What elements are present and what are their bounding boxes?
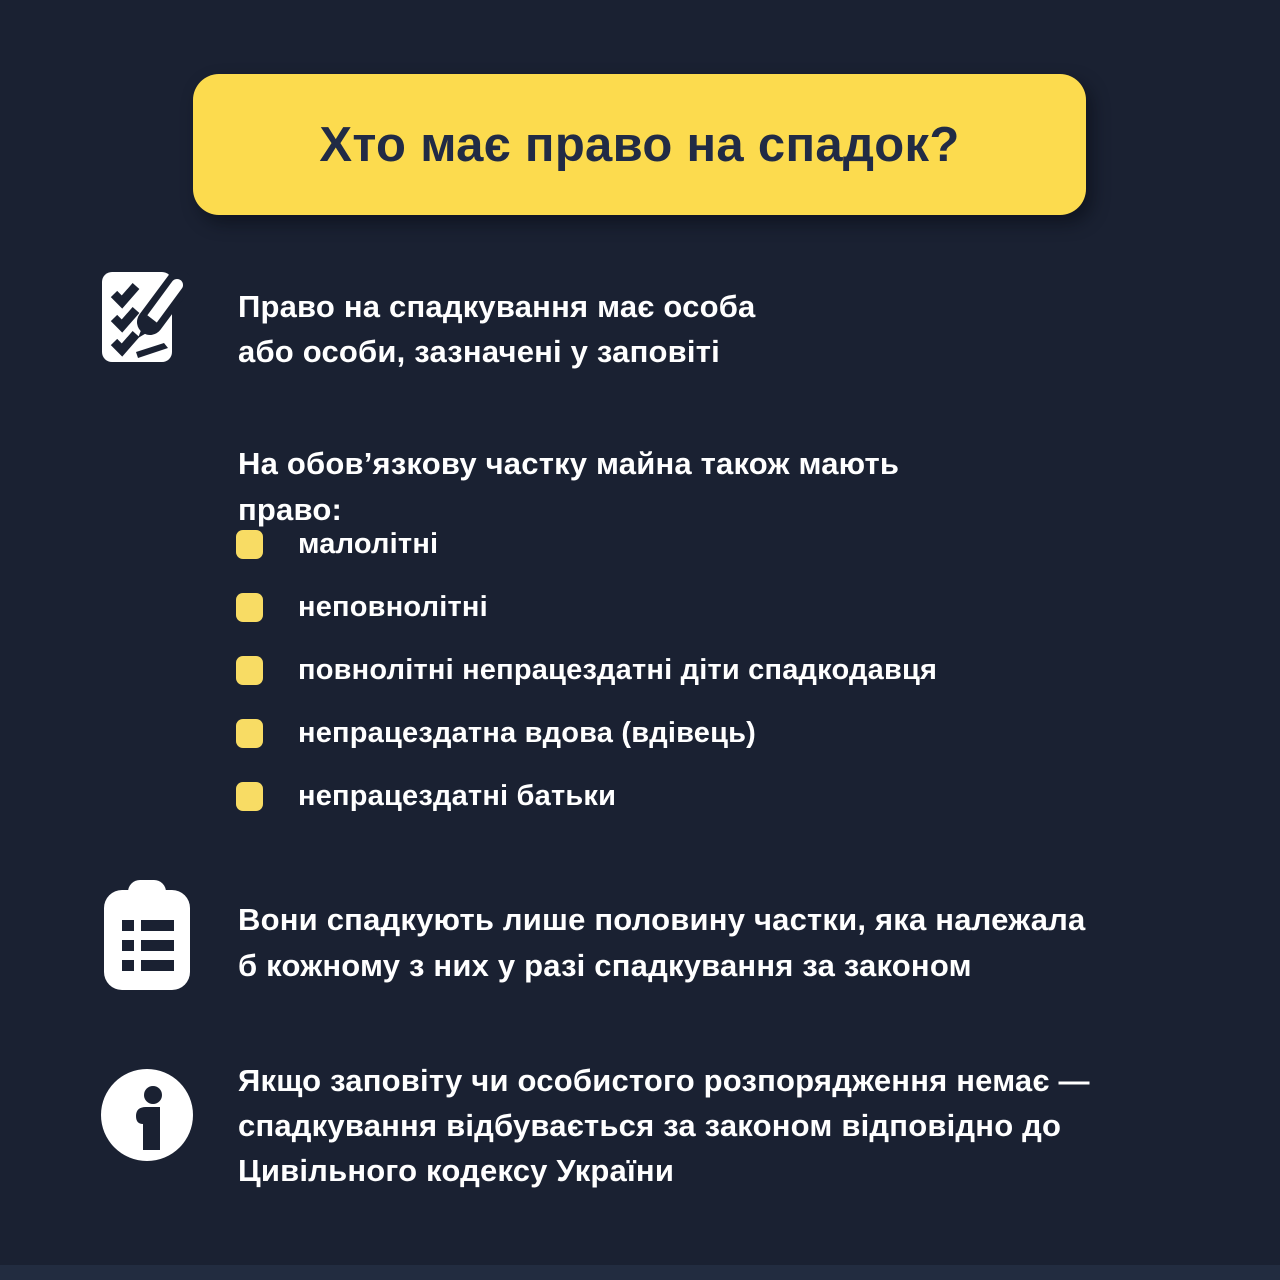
list-item: [236, 718, 756, 748]
list-item: [236, 781, 616, 811]
rights-line-2: або особи, зазначені у заповіті: [238, 334, 720, 369]
list-item-label: повнолітні непрацездатні діти спадкодавця: [298, 653, 938, 686]
half-share-line-2: б кожному з них у разі спадкування за законом: [238, 948, 972, 983]
by-law-text: [238, 1058, 1090, 1193]
info-icon: [100, 1068, 194, 1167]
list-item-label: непрацездатні батьки: [298, 779, 617, 812]
title-banner: [193, 74, 1086, 215]
by-law-line-2: спадкування відбувається за законом відповідно до: [238, 1108, 1062, 1143]
half-share-line-1: Вони спадкують лише половину частки, яка належала: [238, 902, 1086, 937]
by-law-line-1: Якщо заповіту чи особистого розпорядження немає —: [238, 1063, 1090, 1098]
list-item-label: малолітні: [298, 527, 439, 560]
by-law-line-3: Цивільного кодексу України: [238, 1153, 675, 1188]
list-item: [236, 592, 488, 622]
list-item-label: неповнолітні: [298, 590, 488, 623]
rights-text: [238, 284, 756, 374]
list-item-label: непрацездатна вдова (вдівець): [298, 716, 757, 749]
bullet-square-icon: [236, 719, 263, 748]
bullet-square-icon: [236, 530, 263, 559]
bullet-square-icon: [236, 656, 263, 685]
bullet-square-icon: [236, 593, 263, 622]
list-item: [236, 529, 438, 559]
bullet-square-icon: [236, 782, 263, 811]
intro-line-2: право:: [238, 492, 343, 527]
intro-line-1: На обов’язкову частку майна також мають: [238, 446, 900, 481]
clipboard-list-icon: [100, 878, 194, 1001]
half-share-text: [238, 897, 1085, 989]
mandatory-share-intro: [238, 441, 899, 533]
list-item: [236, 655, 937, 685]
rights-line-1: Право на спадкування має особа: [238, 289, 756, 324]
checklist-pen-icon: [100, 266, 190, 369]
page-title: Хто має право на спадок?: [319, 117, 960, 172]
footer-accent-strip: [0, 1265, 1280, 1280]
